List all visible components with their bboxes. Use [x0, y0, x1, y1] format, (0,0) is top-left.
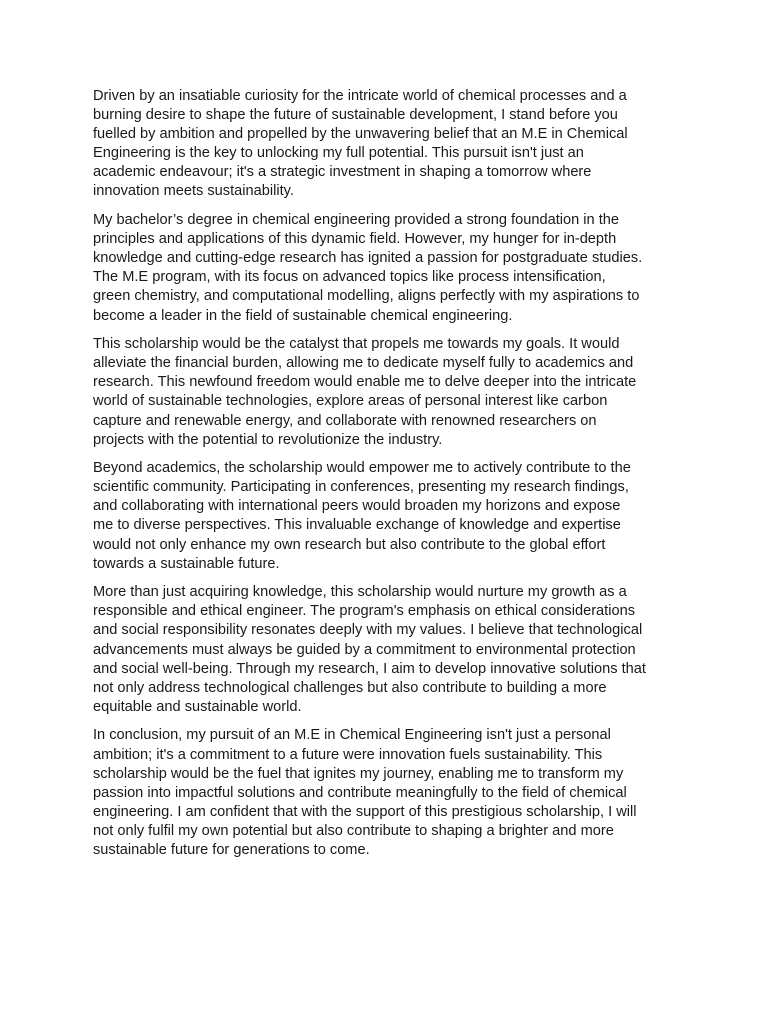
text-line: passion into impactful solutions and contribute meaningfully to the field of chemical: [93, 784, 627, 801]
text-line: become a leader in the field of sustainable chemical engineering.: [93, 307, 513, 324]
text-line: alleviate the financial burden, allowing me to dedicate myself fully to academics and: [93, 355, 634, 372]
text-line: advancements must always be guided by a commitment to environmental protection: [93, 641, 636, 658]
text-line: ambition; it's a commitment to a future were innovation fuels sustainability. This: [93, 746, 603, 763]
paragraph-3: [93, 335, 685, 450]
text-line: and social well-being. Through my research, I aim to develop innovative solutions that: [93, 660, 646, 677]
text-line: equitable and sustainable world.: [93, 698, 302, 715]
text-line: me to diverse perspectives. This invaluable exchange of knowledge and expertise: [93, 517, 621, 534]
text-line: and collaborating with international peers would broaden my horizons and expose: [93, 498, 621, 515]
text-line: fuelled by ambition and propelled by the unwavering belief that an M.E in Chemical: [93, 126, 628, 143]
paragraph-6: [93, 726, 685, 860]
text-line: Driven by an insatiable curiosity for the intricate world of chemical processes and a: [93, 88, 627, 104]
text-line: More than just acquiring knowledge, this scholarship would nurture my growth as a: [93, 584, 627, 601]
text-line: My bachelor’s degree in chemical engineering provided a strong foundation in the: [93, 212, 619, 229]
text-line: scholarship would be the fuel that ignites my journey, enabling me to transform my: [93, 765, 624, 782]
document-body: [93, 87, 685, 870]
text-line: engineering. I am confident that with the support of this prestigious scholarship, I will: [93, 803, 637, 820]
text-line: projects with the potential to revolutionize the industry.: [93, 431, 443, 448]
text-line: responsible and ethical engineer. The program's emphasis on ethical considerations: [93, 603, 635, 620]
text-line: not only fulfil my own potential but also contribute to shaping a brighter and more: [93, 822, 614, 839]
text-line: academic endeavour; it's a strategic investment in shaping a tomorrow where: [93, 164, 592, 181]
text-line: This scholarship would be the catalyst that propels me towards my goals. It would: [93, 336, 620, 353]
text-line: towards a sustainable future.: [93, 555, 280, 572]
text-line: Beyond academics, the scholarship would empower me to actively contribute to the: [93, 460, 631, 477]
text-line: capture and renewable energy, and collaborate with renowned researchers on: [93, 412, 597, 429]
text-line: green chemistry, and computational modelling, aligns perfectly with my aspirations to: [93, 288, 640, 305]
paragraph-5: [93, 583, 685, 717]
paragraph-2: [93, 211, 685, 326]
text-line: would not only enhance my own research but also contribute to the global effort: [93, 536, 606, 553]
text-line: and social responsibility resonates deeply with my values. I believe that technological: [93, 622, 643, 639]
text-line: not only address technological challenges but also contribute to building a more: [93, 679, 607, 696]
text-line: Engineering is the key to unlocking my full potential. This pursuit isn't just an: [93, 145, 584, 162]
text-line: innovation meets sustainability.: [93, 183, 294, 200]
text-line: The M.E program, with its focus on advanced topics like process intensification,: [93, 269, 606, 286]
text-line: knowledge and cutting-edge research has ignited a passion for postgraduate studies.: [93, 250, 643, 267]
text-line: principles and applications of this dynamic field. However, my hunger for in-depth: [93, 231, 617, 248]
text-line: research. This newfound freedom would enable me to delve deeper into the intricate: [93, 374, 637, 391]
paragraph-1: [93, 87, 685, 202]
text-line: burning desire to shape the future of sustainable development, I stand before you: [93, 107, 618, 124]
paragraph-4: [93, 459, 685, 574]
text-line: sustainable future for generations to come.: [93, 841, 370, 858]
text-line: world of sustainable technologies, explore areas of personal interest like carbon: [93, 393, 608, 410]
text-line: In conclusion, my pursuit of an M.E in Chemical Engineering isn't just a personal: [93, 727, 611, 744]
text-line: scientific community. Participating in conferences, presenting my research findings,: [93, 479, 629, 496]
